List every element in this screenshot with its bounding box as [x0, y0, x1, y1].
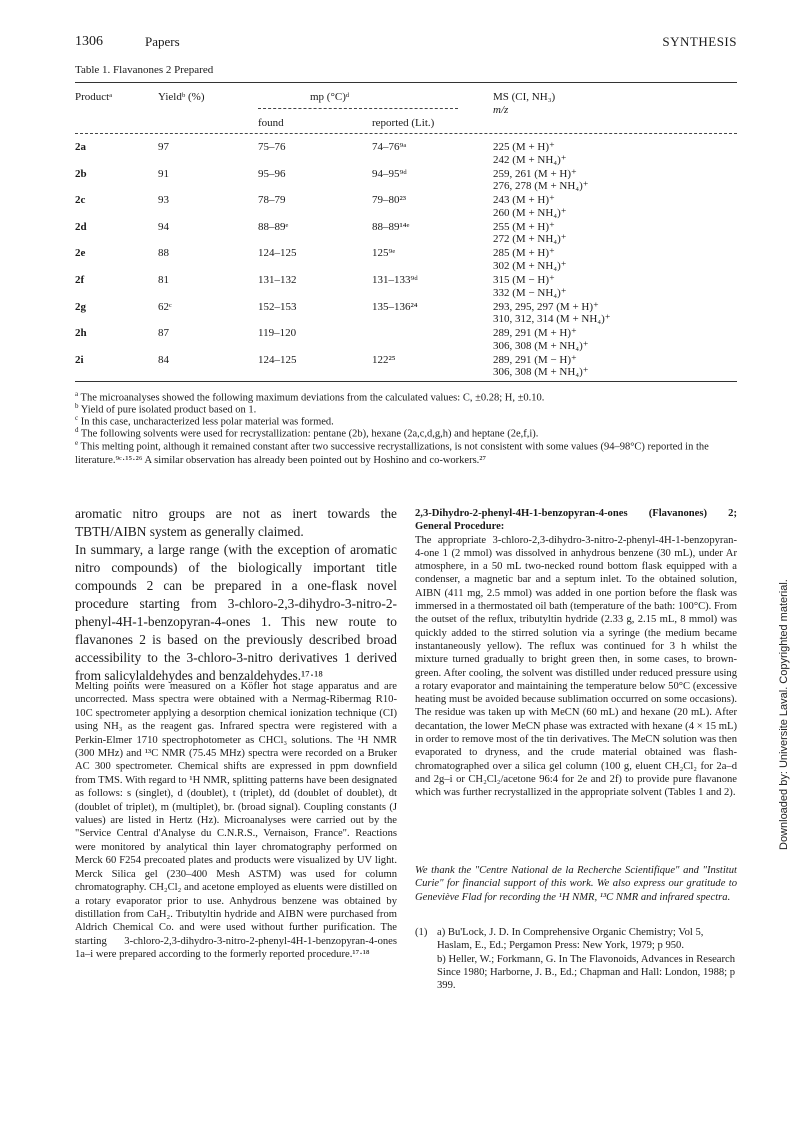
table-top-rule [75, 82, 737, 83]
cell-yield: 87 [158, 327, 169, 340]
cell-reported: 94–95⁹ᵈ [372, 167, 407, 180]
header-ms-unit: m/z [493, 104, 509, 116]
cell-ms: 285 (M + H)⁺ [493, 247, 555, 260]
cell-ms: 242 (M + NH₄)⁺ [493, 153, 567, 166]
reference-text: a) Bu'Lock, J. D. In Comprehensive Organic Chemistry; Vol 5, Haslam, E., Ed.; Pergamon Press: New York, 1979; p 950. [437, 927, 704, 952]
section-label: Papers [145, 34, 180, 49]
cell-found: 75–76 [258, 141, 286, 153]
procedure-text: The appropriate 3-chloro-2,3-dihydro-3-nitro-2-phenyl-4H-1-benzopyran-4-one 1 (2 mmol) was dissolved in anhydrous benzene (30 mL), under Ar atmosphere, in a 50 mL two-necked round bottom flask equipped with a condenser, a magnetic bar and a septum inlet. To the obtained solution, AIBN (411 mg, 2.5 mmol) was added in one portion before the flask was immersed in a thermostated oil bath (temperature of the bath: 100°C). From the outset of the reflux, tributyltin hydride (2.33 g, 2.15 mL, 8 mmol) was quickly added to the stirred solution via a syringe (the medium became instantaneously yellow). The reflux was continued for 3 h whilst the mixture turned gradually to bright green then, in some cases, to brown-green. After cooling, the solvent was distilled under reduced pressure using a rotary evaporator and maintaining the temperature below 50°C (excessive heating must be avoided because sublimation occurred on some occasions). The residue was taken up with MeCN (60 mL) and hexane (20 mL). After decantation, the lower MeCN phase was extracted with hexane (4 × 15 mL) in order to remove most of the tin derivatives. The MeCN solution was then evaporated to dryness, and the crude material obtained was flash-chromatographed over a silica gel column (100 g, eluent CH₂Cl₂ for 2a–d and 2g–i or CH₂Cl₂/acetone 96:4 for 2e and 2f) to provide pure flavanone which was further recrystallized in the appropriate solvent (Tables 1 and 2). [415, 534, 737, 799]
header-product: Productᵃ [75, 91, 113, 103]
cell-ms: 293, 295, 297 (M + H)⁺ [493, 300, 599, 313]
header-found: found [258, 117, 284, 129]
cell-product: 2i [75, 353, 84, 366]
download-watermark: Downloaded by: Universite Laval. Copyrighted material. [778, 579, 790, 850]
cell-ms: 302 (M + NH₄)⁺ [493, 259, 567, 272]
table-bottom-rule [75, 381, 737, 382]
cell-product: 2e [75, 247, 86, 260]
cell-found: 152–153 [258, 300, 297, 313]
cell-reported: 88–89¹⁴ᵉ [372, 220, 410, 233]
header-ms: MS (CI, NH₃) [493, 91, 556, 103]
reference-text: b) Heller, W.; Forkmann, G. In The Flavonoids, Advances in Research Since 1980; Harborne, J. B., Ed.; Chapman and Hall: London, 1988; p 399. [437, 953, 736, 992]
cell-ms: 289, 291 (M − H)⁺ [493, 353, 577, 366]
cell-product: 2b [75, 167, 87, 180]
cell-yield: 81 [158, 274, 169, 286]
cell-ms: 255 (M + H)⁺ [493, 220, 555, 233]
cell-ms: 310, 312, 314 (M + NH₄)⁺ [493, 313, 611, 326]
cell-found: 88–89ᵉ [258, 220, 289, 233]
cell-ms: 272 (M + NH₄)⁺ [493, 233, 567, 246]
summary-text: aromatic nitro groups are not as inert towards the TBTH/AIBN system as generally claimed. In summary, a large range (with the exception of aromatic nitro compounds) of the biologically important title compounds 2 can be prepared in a one-flask novel procedure starting from 3-chloro-2,3-dihydro-3-nitro-2-phenyl-4H-1-benzopyran-4-ones 1. This new route to flavanones 2 is based on the previously described broad accessibility to the 3-chloro-3-nitro derivatives 1 derived from salicylaldehydes and benzaldehydes.¹⁷·¹⁸ [75, 506, 397, 683]
cell-found: 131–132 [258, 274, 297, 286]
cell-reported: 74–76⁹ᵃ [372, 141, 407, 153]
cell-ms: 332 (M − NH₄)⁺ [493, 286, 567, 299]
cell-yield: 62ᶜ [158, 300, 172, 313]
summary-paragraph [75, 505, 397, 685]
footnote-text: This melting point, although it remained constant after two successive recrystallizations, is not consistent with some values (94–98°C) reported in the literature.⁹ᶜ·¹⁵·²⁶ A similar observation has already been pointed out by Hoshino and co-workers.²⁷ [75, 441, 709, 466]
experimental-paragraph [75, 680, 397, 962]
cell-found: 124–125 [258, 247, 297, 260]
reference-item [415, 953, 737, 993]
footnote-text: In this case, uncharacterized less polar material was formed. [78, 416, 334, 428]
cell-ms: 276, 278 (M + NH₄)⁺ [493, 180, 589, 193]
general-procedure [415, 507, 737, 800]
header-reported: reported (Lit.) [372, 117, 435, 129]
journal-name: SYNTHESIS [662, 34, 737, 49]
cell-reported: 125⁹ᵉ [372, 247, 396, 260]
cell-ms: 289, 291 (M + H)⁺ [493, 327, 577, 340]
cell-found: 78–79 [258, 194, 286, 207]
table-header-rule [75, 133, 737, 134]
cell-yield: 97 [158, 141, 169, 153]
footnote [75, 437, 735, 467]
header-yield: Yieldᵇ (%) [158, 91, 205, 103]
footnote-text: The following solvents were used for recrystallization: pentane (2b), hexane (2a,c,d,g,h) and heptane (2e,f,i). [78, 428, 539, 440]
cell-yield: 94 [158, 220, 169, 233]
footnote-text: Yield of pure isolated product based on 1. [78, 404, 257, 416]
cell-ms: 225 (M + H)⁺ [493, 141, 555, 153]
cell-product: 2g [75, 300, 86, 313]
cell-ms: 243 (M + H)⁺ [493, 194, 555, 207]
procedure-title: 2,3-Dihydro-2-phenyl-4H-1-benzopyran-4-ones (Flavanones) 2; General Procedure: [415, 508, 737, 533]
references [415, 926, 737, 992]
footnote-mark: e [75, 439, 79, 447]
cell-yield: 91 [158, 167, 169, 180]
cell-ms: 315 (M − H)⁺ [493, 274, 555, 286]
footnote-mark: d [75, 426, 79, 434]
cell-product: 2h [75, 327, 87, 340]
cell-reported: 122²⁵ [372, 353, 396, 366]
cell-ms: 306, 308 (M + NH₄)⁺ [493, 366, 589, 379]
footnote-mark: a [75, 390, 79, 398]
reference-number [415, 953, 437, 993]
cell-product: 2f [75, 274, 85, 286]
footnote-text: The microanalyses showed the following maximum deviations from the calculated values: C, ±0.28; H, ±0.10. [78, 392, 545, 404]
footnote-mark: b [75, 402, 79, 410]
reference-item [415, 926, 737, 953]
mp-subheader-rule [258, 108, 458, 109]
cell-reported: 135–136²⁴ [372, 300, 418, 313]
cell-ms: 259, 261 (M + H)⁺ [493, 167, 577, 180]
cell-yield: 84 [158, 353, 169, 366]
acknowledgement: We thank the "Centre National de la Recherche Scientifique" and "Institut Curie" for financial support of this work. We also express our gratitude to Geneviève Flad for recording the ¹H NMR, ¹³C NMR and infrared spectra. [415, 865, 737, 903]
reference-number: (1) [415, 927, 428, 938]
experimental-text: Melting points were measured on a Köfler hot stage apparatus and are uncorrected. Mass spectra were obtained with a Nermag-Ribermag R10-10C spectrometer applying a desorption chemical ionization technique (CI) using NH₃ as the reagent gas. Infrared spectra were registered with a Perkin-Elmer 1710 spectrophotometer as CHCl₃ solutions. The ¹H NMR (300 MHz) and ¹³C NMR (75.45 MHz) spectra were recorded on a Bruker AC 300 spectrometer. Chemical shifts are expressed in ppm downfield from TMS. With regard to ¹H NMR, splitting patterns have been designated as follows: s (singlet), d (doublet), t (triplet), dd (doublet of doublet), dt (doublet of triplet), m (multiplet), br. (broad signal). Coupling constants (J values) are listed in Hertz (Hz). Microanalyses were carried out by the "Service Central d'Analyse du C.N.R.S., Vernaison, France". Reactions were monitored by analytical thin layer chromatography performed on Merck 60 F254 precoated plates and products were visualized by UV light. Merck Silica gel (230–400 Mesh ASTM) was used for column chromatography. CH₂Cl₂ and acetone employed as eluents were distilled on a rotary evaporator prior to use. Anhydrous benzene was obtained by distillation from CaH₂. Tributyltin hydride and AIBN were purchased from Aldrich Chemical Co. and were used without further purification. The starting 3-chloro-2,3-dihydro-3-nitro-2-phenyl-4H-1-benzopyran-4-ones 1a–i were prepared according to the formerly reported procedure.¹⁷·¹⁸ [75, 681, 397, 961]
cell-yield: 93 [158, 194, 169, 207]
page-number: 1306 [75, 34, 103, 49]
cell-reported: 131–133⁹ᵈ [372, 274, 418, 286]
header-mp: mp (°C)ᵈ [310, 91, 350, 103]
cell-ms: 260 (M + NH₄)⁺ [493, 206, 567, 219]
cell-found: 95–96 [258, 167, 286, 180]
cell-found: 119–120 [258, 327, 297, 340]
cell-found: 124–125 [258, 353, 297, 366]
cell-yield: 88 [158, 247, 169, 260]
cell-reported: 79–80²³ [372, 194, 407, 207]
cell-ms: 306, 308 (M + NH₄)⁺ [493, 339, 589, 352]
table-caption: Table 1. Flavanones 2 Prepared [75, 64, 214, 76]
cell-product: 2d [75, 220, 87, 233]
cell-product: 2a [75, 141, 86, 153]
footnote-mark: c [75, 414, 79, 422]
cell-product: 2c [75, 194, 86, 207]
